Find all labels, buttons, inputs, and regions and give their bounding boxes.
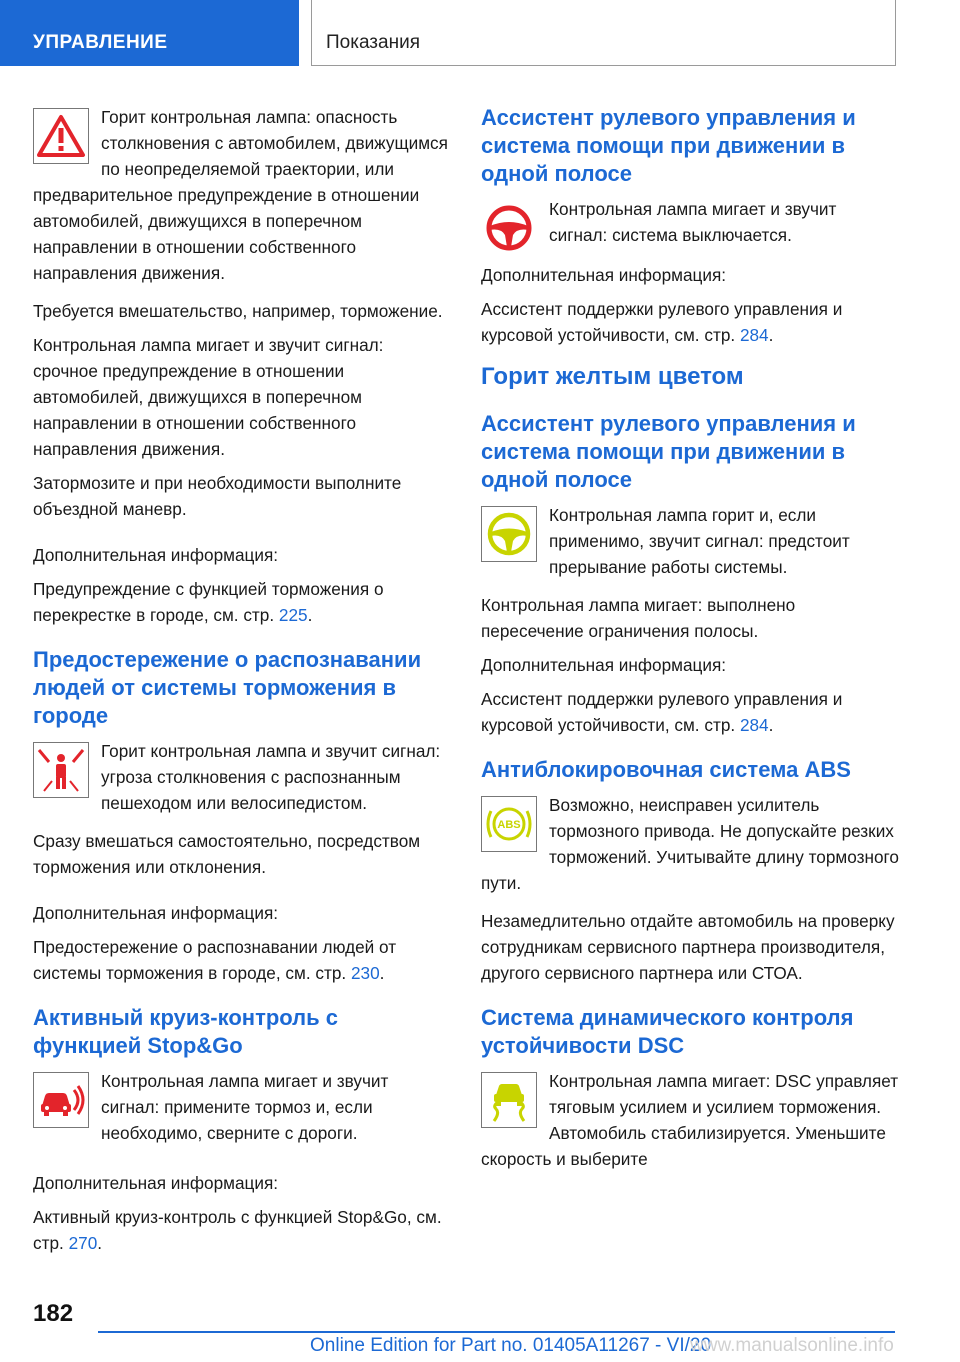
abs-heading: Антиблокировочная система ABS — [481, 757, 851, 782]
steering-red-more-info: Дополнительная информация: — [481, 265, 727, 285]
collision-paragraph-2: Требуется вмешательство, например, торможение. — [33, 301, 443, 321]
dsc-skid-icon — [481, 1072, 537, 1128]
page-link-284-b[interactable]: 284 — [739, 715, 769, 735]
steering-wheel-red-icon — [481, 200, 537, 256]
steering-yellow-more-info: Дополнительная информация: — [481, 655, 727, 675]
pedestrian-warning-icon — [33, 742, 89, 798]
steering-yellow-text: Контрольная лампа горит и, если применимо, звучит сигнал: предстоит прерывание работы системы. — [549, 505, 850, 577]
section-tab: УПРАВЛЕНИЕ — [0, 0, 299, 66]
page-header — [0, 0, 960, 66]
acc-text: Контрольная лампа мигает и звучит сигнал: примените тормоз и, если необходимо, сверните с дороги. — [101, 1071, 389, 1143]
acc-more-info: Дополнительная информация: — [33, 1173, 279, 1193]
steering-yellow-reference: Ассистент поддержки рулевого управления и курсовой устойчивости, см. стр. 284. — [481, 689, 843, 735]
edition-text: Online Edition for Part no. 01405A11267 - VI/20 — [310, 1335, 712, 1356]
collision-warning-entry — [33, 104, 451, 294]
acc-heading: Активный круиз-контроль с функцией Stop&Go — [33, 1005, 339, 1058]
collision-paragraph-4: Затормозите и при необходимости выполните объездной маневр. — [33, 473, 402, 519]
abs-entry — [481, 792, 899, 904]
collision-reference: Предупреждение с функцией торможения о перекрестке в городе, см. стр. 225. — [33, 579, 384, 625]
steering-red-heading: Ассистент рулевого управления и система помощи при движении в одной полосе — [481, 105, 856, 186]
steering-red-text: Контрольная лампа мигает и звучит сигнал: система выключается. — [549, 199, 837, 245]
page-number: 182 — [33, 1300, 74, 1327]
pedestrian-warning-heading: Предостережение о распознавании людей от системы торможения в городе — [33, 647, 422, 728]
warning-triangle-icon — [33, 108, 89, 164]
pedestrian-text: Горит контрольная лампа и звучит сигнал: угроза столкновения с распознанным пешеходом или велосипедистом. — [101, 741, 441, 813]
page-link-230[interactable]: 230 — [350, 963, 380, 983]
page-link-225[interactable]: 225 — [278, 605, 308, 625]
left-column — [33, 104, 451, 1264]
dsc-text: Контрольная лампа мигает: DSC управляет тяговым усилием и усилием торможения. Автомобиль стабилизируется. Уменьшите скорость и выберите — [481, 1071, 899, 1169]
page-link-270[interactable]: 270 — [68, 1233, 98, 1253]
steering-yellow-paragraph-2: Контрольная лампа мигает: выполнено пересечение ограничения полосы. — [481, 595, 796, 641]
pedestrian-more-info: Дополнительная информация: — [33, 903, 279, 923]
steering-yellow-heading: Ассистент рулевого управления и система помощи при движении в одной полосе — [481, 411, 856, 492]
page-link-284[interactable]: 284 — [739, 325, 769, 345]
pedestrian-reference: Предостережение о распознавании людей от системы торможения в городе, см. стр. 230. — [33, 937, 397, 983]
steering-red-entry — [481, 196, 899, 258]
steering-wheel-yellow-icon — [481, 506, 537, 562]
acc-reference: Активный круиз-контроль с функцией Stop&Go, см. стр. 270. — [33, 1207, 442, 1253]
dsc-heading: Система динамического контроля устойчивости DSC — [481, 1005, 854, 1058]
steering-red-reference: Ассистент поддержки рулевого управления и курсовой устойчивости, см. стр. 284. — [481, 299, 843, 345]
abs-paragraph-2: Незамедлительно отдайте автомобиль на проверку сотрудникам сервисного партнера производителя, другого сервисного партнера или СТОА. — [481, 911, 895, 983]
brake-collision-icon — [33, 1072, 89, 1128]
abs-text: Возможно, неисправен усилитель тормозного привода. Не допускайте резких торможений. Учитывайте длину тормозного пути. — [481, 795, 899, 893]
collision-paragraph-3: Контрольная лампа мигает и звучит сигнал: срочное предупреждение в отношении автомобилей, движущихся в поперечном направлении в отношении собственного направления движения. — [33, 335, 384, 459]
acc-entry — [33, 1068, 451, 1154]
abs-icon — [481, 796, 537, 852]
chapter-tab: Показания — [311, 0, 896, 66]
right-column — [481, 104, 899, 1184]
abs-icon-label: ABS — [497, 819, 521, 831]
pedestrian-paragraph-2: Сразу вмешаться самостоятельно, посредством торможения или отклонения. — [33, 831, 421, 877]
pedestrian-warning-entry — [33, 738, 451, 824]
yellow-section-heading: Горит желтым цветом — [481, 363, 744, 390]
collision-more-info: Дополнительная информация: — [33, 545, 279, 565]
collision-text: Горит контрольная лампа: опасность столкновения с автомобилем, движущимся по неопределяемой траектории, или предварительное предупреждение в отношении автомобилей, движущихся в поперечном направлении в отношении собственного направления движения. — [33, 107, 448, 283]
dsc-entry — [481, 1068, 899, 1180]
footer-divider — [98, 1331, 895, 1333]
steering-yellow-entry — [481, 502, 899, 588]
watermark-text: www.manualsonline.info — [690, 1335, 894, 1356]
